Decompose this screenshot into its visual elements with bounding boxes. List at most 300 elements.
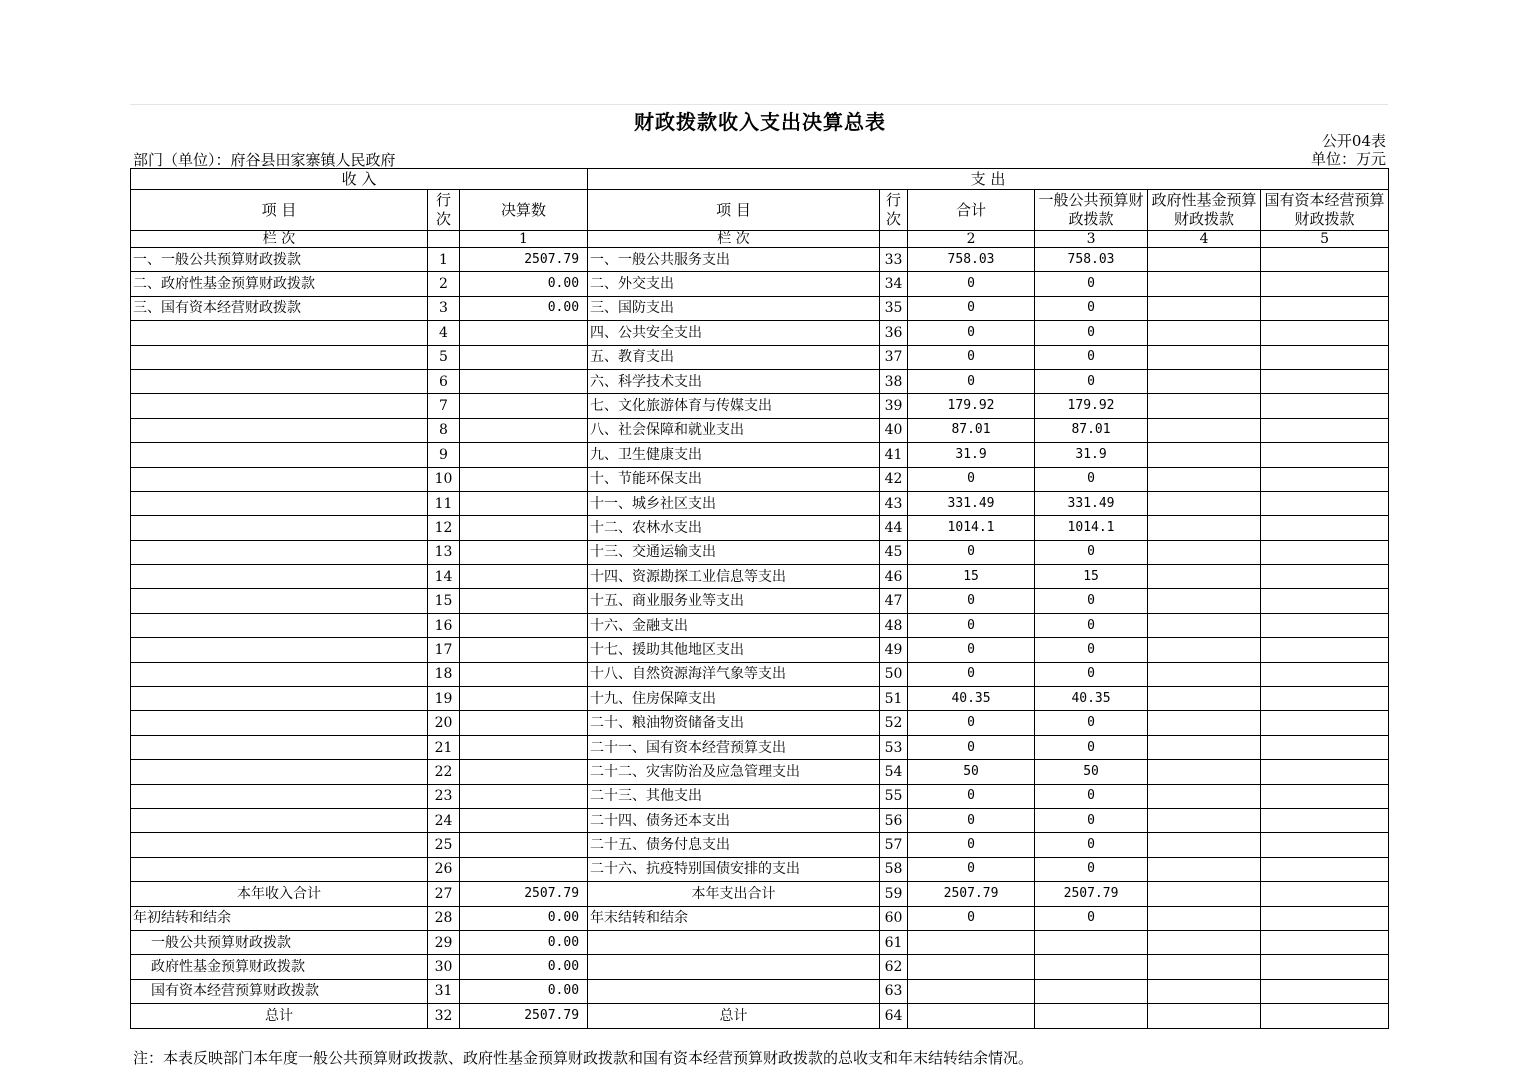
gov-fund-amount: [1148, 662, 1261, 686]
row-no: 60: [880, 906, 908, 930]
empty-cell: [1148, 979, 1261, 1003]
gov-fund-amount: [1148, 711, 1261, 735]
income-item: [131, 735, 428, 759]
income-item: [131, 418, 428, 442]
row-no: 51: [880, 687, 908, 711]
expense-total: 0: [908, 857, 1035, 881]
sub-general-amount: 0.00: [460, 930, 588, 954]
income-amount: [460, 565, 588, 589]
income-amount: [460, 760, 588, 784]
col-index-2: 2: [908, 231, 1035, 248]
state-capital-amount: [1261, 760, 1389, 784]
expense-total: 31.9: [908, 443, 1035, 467]
expense-item: 十五、商业服务业等支出: [588, 589, 880, 613]
row-no: 62: [880, 955, 908, 979]
expense-total: 0: [908, 833, 1035, 857]
table-row: [131, 760, 1389, 784]
income-amount: [460, 540, 588, 564]
expense-item: 十二、农林水支出: [588, 516, 880, 540]
gov-fund-amount: [1148, 638, 1261, 662]
table-row: [131, 418, 1389, 442]
row-no: 48: [880, 613, 908, 637]
row-no: 59: [880, 882, 908, 906]
expense-item: 五、教育支出: [588, 345, 880, 369]
state-capital-amount: [1261, 540, 1389, 564]
expense-total: 0: [908, 662, 1035, 686]
expense-total: 0: [908, 613, 1035, 637]
gov-fund-amount: [1148, 687, 1261, 711]
income-item: [131, 662, 428, 686]
state-capital-amount: [1261, 687, 1389, 711]
general-budget-amount: 0: [1035, 711, 1148, 735]
top-border-line: [130, 104, 1388, 105]
general-budget-amount: 0: [1035, 833, 1148, 857]
col-index-3: 3: [1035, 231, 1148, 248]
table-row: [131, 443, 1389, 467]
income-item: [131, 589, 428, 613]
empty-cell: [1148, 1004, 1261, 1028]
general-budget-amount: 179.92: [1035, 394, 1148, 418]
row-no: 11: [428, 491, 460, 515]
income-amount: [460, 369, 588, 393]
income-total-amount: 2507.79: [460, 882, 588, 906]
row-no: 47: [880, 589, 908, 613]
expense-item: 二十六、抗疫特别国债安排的支出: [588, 857, 880, 881]
row-no: 23: [428, 784, 460, 808]
state-capital-amount: [1261, 735, 1389, 759]
empty-cell: [880, 231, 908, 248]
income-total-label: 本年收入合计: [131, 882, 428, 906]
expense-total: 0: [908, 711, 1035, 735]
table-row: [131, 613, 1389, 637]
begin-balance-amount: 0.00: [460, 906, 588, 930]
income-item: 三、国有资本经营财政拨款: [131, 296, 428, 320]
expense-item: 三、国防支出: [588, 296, 880, 320]
row-no: 54: [880, 760, 908, 784]
income-amount: [460, 443, 588, 467]
row-no: 25: [428, 833, 460, 857]
gov-fund-amount: [1148, 784, 1261, 808]
row-no: 40: [880, 418, 908, 442]
begin-balance-label: 年初结转和结余: [131, 906, 428, 930]
income-item: [131, 808, 428, 832]
row-no: 12: [428, 516, 460, 540]
sub-capital-amount: 0.00: [460, 979, 588, 1003]
gov-fund-amount: [1148, 248, 1261, 272]
income-amount: [460, 321, 588, 345]
general-budget-amount: 758.03: [1035, 248, 1148, 272]
table-row: [131, 321, 1389, 345]
income-item: [131, 540, 428, 564]
expense-total: 0: [908, 321, 1035, 345]
row-no: 8: [428, 418, 460, 442]
row-no: 15: [428, 589, 460, 613]
expense-item: 二十一、国有资本经营预算支出: [588, 735, 880, 759]
row-no: 22: [428, 760, 460, 784]
column-header-row: [131, 190, 1389, 231]
gov-fund-amount: [1148, 808, 1261, 832]
table-row: [131, 394, 1389, 418]
sub-general-label: 一般公共预算财政拨款: [131, 930, 428, 954]
expense-item: 二十五、债务付息支出: [588, 833, 880, 857]
row-no: 42: [880, 467, 908, 491]
expense-total: 40.35: [908, 687, 1035, 711]
row-no: 3: [428, 296, 460, 320]
row-no: 55: [880, 784, 908, 808]
row-no: 7: [428, 394, 460, 418]
income-amount: [460, 735, 588, 759]
row-no: 19: [428, 687, 460, 711]
state-capital-header: 国有资本经营预算财政拨款: [1261, 190, 1389, 231]
general-budget-amount: 0: [1035, 613, 1148, 637]
state-capital-amount: [1261, 833, 1389, 857]
income-amount: [460, 418, 588, 442]
expense-total: 0: [908, 467, 1035, 491]
state-capital-amount: [1261, 272, 1389, 296]
department-label: 部门（单位）：府谷县田家寨镇人民政府: [133, 151, 396, 169]
state-capital-amount: [1261, 369, 1389, 393]
row-no: 31: [428, 979, 460, 1003]
state-capital-amount: [1261, 248, 1389, 272]
income-amount: [460, 711, 588, 735]
income-item: [131, 443, 428, 467]
grand-total-row: [131, 1004, 1389, 1028]
balance-row: [131, 906, 1389, 930]
state-capital-amount: [1261, 711, 1389, 735]
row-no: 64: [880, 1004, 908, 1028]
state-capital-amount: [1261, 589, 1389, 613]
income-item: [131, 833, 428, 857]
state-capital-amount: [1261, 857, 1389, 881]
empty-cell: [908, 955, 1035, 979]
general-budget-amount: 31.9: [1035, 443, 1148, 467]
general-budget-amount: 0: [1035, 272, 1148, 296]
income-item: [131, 565, 428, 589]
expense-item: 十八、自然资源海洋气象等支出: [588, 662, 880, 686]
gov-fund-amount: [1148, 296, 1261, 320]
general-budget-amount: 40.35: [1035, 687, 1148, 711]
row-no: 35: [880, 296, 908, 320]
expense-item: 一、一般公共服务支出: [588, 248, 880, 272]
gov-fund-amount: [1148, 857, 1261, 881]
row-no: 26: [428, 857, 460, 881]
empty-cell: [1261, 906, 1389, 930]
state-capital-amount: [1261, 345, 1389, 369]
row-no: 27: [428, 882, 460, 906]
expense-total: 331.49: [908, 491, 1035, 515]
row-no: 49: [880, 638, 908, 662]
income-item: [131, 711, 428, 735]
general-budget-amount: 0: [1035, 296, 1148, 320]
expense-general-amount: 2507.79: [1035, 882, 1148, 906]
income-amount: [460, 345, 588, 369]
sub-capital-label: 国有资本经营预算财政拨款: [131, 979, 428, 1003]
income-item: [131, 687, 428, 711]
expense-total: 0: [908, 784, 1035, 808]
section-header-row: [131, 169, 1389, 190]
row-no: 56: [880, 808, 908, 832]
income-row-no-header: 行次: [428, 190, 460, 231]
empty-cell: [908, 979, 1035, 1003]
income-amount: [460, 467, 588, 491]
expense-total: 15: [908, 565, 1035, 589]
form-number: 公开04表: [1321, 132, 1386, 150]
expense-item: 十三、交通运输支出: [588, 540, 880, 564]
income-amount: [460, 784, 588, 808]
table-row: [131, 272, 1389, 296]
table-row: [131, 589, 1389, 613]
income-amount: [460, 613, 588, 637]
gov-fund-amount: [1148, 565, 1261, 589]
general-budget-amount: 1014.1: [1035, 516, 1148, 540]
income-amount: 2507.79: [460, 248, 588, 272]
expense-total: 0: [908, 638, 1035, 662]
gov-fund-amount: [1148, 418, 1261, 442]
gov-fund-amount: [1148, 467, 1261, 491]
footnote: 注：本表反映部门本年度一般公共预算财政拨款、政府性基金预算财政拨款和国有资本经营预算财政拨款的总收支和年末结转结余情况。: [133, 1049, 1034, 1067]
general-budget-header: 一般公共预算财政拨款: [1035, 190, 1148, 231]
row-no: 45: [880, 540, 908, 564]
general-budget-amount: 0: [1035, 467, 1148, 491]
row-no: 20: [428, 711, 460, 735]
grand-income-amount: 2507.79: [460, 1004, 588, 1028]
total-header: 合计: [908, 190, 1035, 231]
expense-item: 二十四、债务还本支出: [588, 808, 880, 832]
row-no: 50: [880, 662, 908, 686]
row-no: 38: [880, 369, 908, 393]
expense-item: 二十二、灾害防治及应急管理支出: [588, 760, 880, 784]
gov-fund-amount: [1148, 540, 1261, 564]
state-capital-amount: [1261, 808, 1389, 832]
expense-total: 0: [908, 735, 1035, 759]
row-no: 10: [428, 467, 460, 491]
row-no: 53: [880, 735, 908, 759]
empty-cell: [1148, 882, 1261, 906]
income-item: [131, 784, 428, 808]
income-amount: [460, 833, 588, 857]
sub-fund-row: [131, 955, 1389, 979]
row-no: 1: [428, 248, 460, 272]
expense-total: 0: [908, 808, 1035, 832]
unit-label: 单位：万元: [1310, 150, 1386, 168]
expense-total: 0: [908, 272, 1035, 296]
row-no: 4: [428, 321, 460, 345]
empty-cell: [588, 955, 880, 979]
income-amount: [460, 662, 588, 686]
income-section-header: 收 入: [131, 169, 588, 190]
general-budget-amount: 0: [1035, 345, 1148, 369]
income-amount: [460, 589, 588, 613]
row-no: 43: [880, 491, 908, 515]
row-no: 44: [880, 516, 908, 540]
empty-cell: [1261, 955, 1389, 979]
row-no: 36: [880, 321, 908, 345]
state-capital-amount: [1261, 491, 1389, 515]
income-item: [131, 857, 428, 881]
gov-fund-amount: [1148, 833, 1261, 857]
expense-section-header: 支 出: [588, 169, 1389, 190]
income-item: 一、一般公共预算财政拨款: [131, 248, 428, 272]
expense-item: 二十三、其他支出: [588, 784, 880, 808]
income-amount: [460, 516, 588, 540]
empty-cell: [908, 930, 1035, 954]
table-row: [131, 467, 1389, 491]
expense-column-label: 栏 次: [588, 231, 880, 248]
general-budget-amount: 15: [1035, 565, 1148, 589]
state-capital-amount: [1261, 321, 1389, 345]
table-row: [131, 711, 1389, 735]
income-amount: [460, 394, 588, 418]
general-budget-amount: 0: [1035, 638, 1148, 662]
final-amount-header: 决算数: [460, 190, 588, 231]
expense-total: 0: [908, 589, 1035, 613]
income-item-header: 项 目: [131, 190, 428, 231]
expense-total: 1014.1: [908, 516, 1035, 540]
expense-item: 十七、援助其他地区支出: [588, 638, 880, 662]
empty-cell: [1148, 955, 1261, 979]
table-row: [131, 638, 1389, 662]
state-capital-amount: [1261, 467, 1389, 491]
table-row: [131, 857, 1389, 881]
empty-cell: [1035, 1004, 1148, 1028]
general-budget-amount: 0: [1035, 540, 1148, 564]
gov-fund-amount: [1148, 589, 1261, 613]
table-row: [131, 662, 1389, 686]
end-balance-total: 0: [908, 906, 1035, 930]
income-amount: [460, 687, 588, 711]
expense-item: 九、卫生健康支出: [588, 443, 880, 467]
expense-item: 八、社会保障和就业支出: [588, 418, 880, 442]
general-budget-amount: 0: [1035, 784, 1148, 808]
row-no: 14: [428, 565, 460, 589]
empty-cell: [1035, 930, 1148, 954]
income-item: [131, 613, 428, 637]
state-capital-amount: [1261, 565, 1389, 589]
row-no: 6: [428, 369, 460, 393]
state-capital-amount: [1261, 443, 1389, 467]
sub-fund-label: 政府性基金预算财政拨款: [131, 955, 428, 979]
row-no: 41: [880, 443, 908, 467]
gov-fund-amount: [1148, 516, 1261, 540]
table-row: [131, 784, 1389, 808]
table-row: [131, 808, 1389, 832]
empty-cell: [1261, 979, 1389, 1003]
income-item: [131, 467, 428, 491]
state-capital-amount: [1261, 784, 1389, 808]
year-total-row: [131, 882, 1389, 906]
row-no: 9: [428, 443, 460, 467]
table-row: [131, 296, 1389, 320]
expense-item: 十一、城乡社区支出: [588, 491, 880, 515]
empty-cell: [1035, 955, 1148, 979]
general-budget-amount: 0: [1035, 589, 1148, 613]
empty-cell: [1261, 1004, 1389, 1028]
general-budget-amount: 0: [1035, 321, 1148, 345]
gov-fund-amount: [1148, 394, 1261, 418]
empty-cell: [428, 231, 460, 248]
expense-item: 十六、金融支出: [588, 613, 880, 637]
column-index-row: [131, 231, 1389, 248]
income-item: [131, 345, 428, 369]
income-amount: 0.00: [460, 296, 588, 320]
row-no: 17: [428, 638, 460, 662]
row-no: 33: [880, 248, 908, 272]
empty-cell: [1261, 882, 1389, 906]
end-balance-label: 年末结转和结余: [588, 906, 880, 930]
expense-total: 0: [908, 369, 1035, 393]
row-no: 63: [880, 979, 908, 1003]
gov-fund-amount: [1148, 369, 1261, 393]
row-no: 34: [880, 272, 908, 296]
general-budget-amount: 0: [1035, 662, 1148, 686]
row-no: 2: [428, 272, 460, 296]
row-no: 5: [428, 345, 460, 369]
income-column-label: 栏 次: [131, 231, 428, 248]
state-capital-amount: [1261, 418, 1389, 442]
empty-cell: [588, 930, 880, 954]
expense-item: 四、公共安全支出: [588, 321, 880, 345]
gov-fund-amount: [1148, 345, 1261, 369]
expense-row-no-header: 行次: [880, 190, 908, 231]
row-no: 29: [428, 930, 460, 954]
row-no: 18: [428, 662, 460, 686]
row-no: 16: [428, 613, 460, 637]
general-budget-amount: 0: [1035, 735, 1148, 759]
empty-cell: [1261, 930, 1389, 954]
expense-item: 二、外交支出: [588, 272, 880, 296]
income-item: [131, 491, 428, 515]
expense-total-label: 本年支出合计: [588, 882, 880, 906]
table-row: [131, 516, 1389, 540]
expense-total: 0: [908, 345, 1035, 369]
table-row: [131, 491, 1389, 515]
income-amount: [460, 808, 588, 832]
gov-fund-amount: [1148, 735, 1261, 759]
row-no: 21: [428, 735, 460, 759]
income-item: [131, 394, 428, 418]
income-item: 二、政府性基金预算财政拨款: [131, 272, 428, 296]
expense-item: 十、节能环保支出: [588, 467, 880, 491]
table-row: [131, 540, 1389, 564]
row-no: 52: [880, 711, 908, 735]
income-item: [131, 516, 428, 540]
expense-total-amount: 2507.79: [908, 882, 1035, 906]
general-budget-amount: 50: [1035, 760, 1148, 784]
gov-fund-header: 政府性基金预算财政拨款: [1148, 190, 1261, 231]
budget-summary-table: [130, 168, 1389, 1029]
col-index-4: 4: [1148, 231, 1261, 248]
state-capital-amount: [1261, 662, 1389, 686]
expense-item: 十四、资源勘探工业信息等支出: [588, 565, 880, 589]
gov-fund-amount: [1148, 491, 1261, 515]
table-row: [131, 833, 1389, 857]
sub-capital-row: [131, 979, 1389, 1003]
row-no: 30: [428, 955, 460, 979]
row-no: 57: [880, 833, 908, 857]
row-no: 28: [428, 906, 460, 930]
empty-cell: [588, 979, 880, 1003]
table-row: [131, 248, 1389, 272]
grand-expense-label: 总计: [588, 1004, 880, 1028]
gov-fund-amount: [1148, 321, 1261, 345]
row-no: 46: [880, 565, 908, 589]
income-amount: [460, 491, 588, 515]
empty-cell: [1148, 906, 1261, 930]
col-index-5: 5: [1261, 231, 1389, 248]
empty-cell: [1035, 979, 1148, 1003]
state-capital-amount: [1261, 613, 1389, 637]
general-budget-amount: 0: [1035, 857, 1148, 881]
